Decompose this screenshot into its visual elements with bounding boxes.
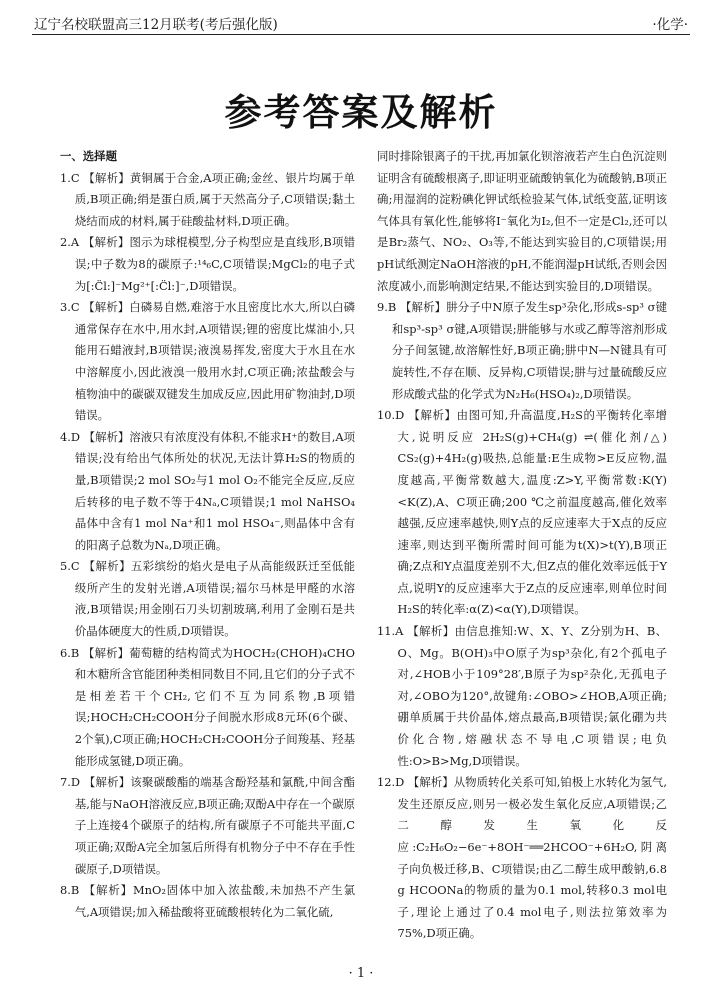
answer-item: 10.D 【解析】由图可知,升高温度,H₂S的平衡转化率增大,说明反应 2H₂S(g)+CH₄(g) ⇌(催化剂/△) CS₂(g)+4H₂(g)吸热,总能量:E生成物>E反应物,温度越高,平衡常数越大,温度:Z>Y,平衡常数:K(Y)<K(Z),A、C项正确;200 ℃之前温度越高,催化效率越强,反应速率越快,则Y点的反应速率大于X点的反应速率,则达到平衡所需时间可能为t(X)>t(Y),B项正确;Z点和Y点温度差别不大,但Z点的催化效率远低于Y点,说明Y的反应速率大于Z点的反应速率,则单位时间H₂S的转化率:α(Z)<α(Y),D项错误。 — [377, 408, 667, 617]
answer-item: 5.C 【解析】五彩缤纷的焰火是电子从高能级跃迁至低能级所产生的发射光谱,A项错误;福尔马林是甲醛的水溶液,B项错误;用金刚石刀头切割玻璃,利用了金刚石是共价晶体硬度大的性质,D项错误。 — [60, 559, 355, 639]
answer-item: 1.C 【解析】黄铜属于合金,A项正确;金丝、银片均属于单质,B项正确;绢是蛋白质,属于天然高分子,C项错误;黏土烧结而成的材料,属于硅酸盐材料,D项正确。 — [60, 170, 355, 228]
answer-item: 11.A 【解析】由信息推知:W、X、Y、Z分别为H、B、O、Mg。B(OH)₃中O原子为sp³杂化,有2个孤电子对,∠HOB小于109°28′,B原子为sp²杂化,无孤电子对,∠OBO为120°,故键角:∠OBO>∠HOB,A项正确;硼单质属于共价晶体,熔点最高,B项错误;氯化硼为共价化合物,熔融状态不导电,C项错误;电负性:O>B>Mg,D项错误。 — [377, 624, 667, 768]
answer-item: 2.A 【解析】图示为球棍模型,分子构型应是直线形,B项错误;中子数为8的碳原子:¹⁴₆C,C项错误;MgCl₂的电子式为[:C̈l:]⁻Mg²⁺[:C̈l:]⁻,D项错误。 — [60, 235, 355, 293]
left-column — [60, 146, 355, 923]
page-number: · 1 · — [348, 966, 374, 981]
exam-title: 辽宁名校联盟高三12月联考(考后强化版) — [34, 17, 278, 33]
answer-item: 6.B 【解析】葡萄糖的结构简式为HOCH₂(CHOH)₄CHO和木糖所含官能团种类相同数目不同,且它们的分子式不是相差若干个CH₂,它们不互为同系物,B项错误;HOCH₂CH₂COOH分子间脱水形成8元环(6个碳、2个氧),C项正确;HOCH₂CH₂COOH分子间羧基、羟基能形成氢键,D项正确。 — [60, 645, 355, 768]
answer-item: 3.C 【解析】白磷易自燃,难溶于水且密度比水大,所以白磷通常保存在水中,用水封,A项错误;锂的密度比煤油小,只能用石蜡液封,B项错误;液溴易挥发,密度大于水且在水中溶解度小,因此液溴一般用水封,C项正确;浓盐酸会与植物油中的碳碳双键发生加成反应,因此用矿物油封,D项错误。 — [60, 300, 355, 423]
section-heading: 一、选择题 — [60, 149, 117, 163]
answer-item: 4.D 【解析】溶液只有浓度没有体积,不能求H⁺的数目,A项错误;没有给出气体所处的状况,无法计算H₂S的物质的量,B项错误;2 mol SO₂与1 mol O₂不能完全反应,反应后转移的电子数不等于4Nₐ,C项错误;1 mol NaHSO₄晶体中含有1 mol Na⁺和1 mol HSO₄⁻,则晶体中含有的阳离子总数为Nₐ,D项正确。 — [60, 429, 355, 552]
answer-continuation: 同时排除银离子的干扰,再加氯化钡溶液若产生白色沉淀则证明含有硫酸根离子,即证明亚硫酸钠氧化为硫酸钠,B项正确;用湿润的淀粉碘化钾试纸检验某气体,试纸变蓝,证明该气体具有氧化性,能够将I⁻氧化为I₂,但不一定是Cl₂,还可以是Br₂蒸气、NO₂、O₃等,不能达到实验目的,C项错误;用pH试纸测定NaOH溶液的pH,不能润湿pH试纸,否则会因浓度减小,而影响测定结果,不能达到实验目的,D项错误。 — [377, 149, 667, 293]
page-header — [32, 8, 690, 35]
answer-item: 7.D 【解析】该聚碳酸酯的端基含酚羟基和氯酰,中间含酯基,能与NaOH溶液反应,B项正确;双酚A中存在一个碳原子上连接4个碳原子的结构,所有碳原子不可能共平面,C项正确;双酚A完全加氢后所得有机物分子中不存在手性碳原子,D项错误。 — [60, 775, 355, 876]
page-title: 参考答案及解析 — [224, 91, 498, 134]
answer-item: 12.D 【解析】从物质转化关系可知,铂极上水转化为氢气,发生还原反应,则另一极必发生氧化反应,A项错误;乙二醇发生氧化反应:C₂H₆O₂−6e⁻+8OH⁻══2HCOO⁻+6H₂O,阴离子向负极迁移,B、C项错误;由乙二醇生成甲酸钠,6.8 g HCOONa的物质的量为0.1 mol,转移0.3 mol电子,理论上通过了0.4 mol电子,则法拉第效率为75%,D项正确。 — [377, 775, 667, 941]
answer-item: 8.B 【解析】MnO₂固体中加入浓盐酸,未加热不产生氯气,A项错误;加入稀盐酸将亚硫酸根转化为二氧化硫, — [60, 883, 355, 919]
subject-label: ·化学· — [652, 17, 688, 33]
right-column — [377, 146, 667, 945]
answer-item: 9.B 【解析】肼分子中N原子发生sp³杂化,形成s-sp³ σ键和sp³-sp³ σ键,A项错误;肼能够与水或乙醇等溶剂形成分子间氢键,故溶解性好,B项正确;肼中N—N键具有可旋转性,不存在顺、反异构,C项错误;肼与过量硫酸反应形成酸式盐的化学式为N₂H₆(HSO₄)₂,D项错误。 — [377, 300, 667, 401]
